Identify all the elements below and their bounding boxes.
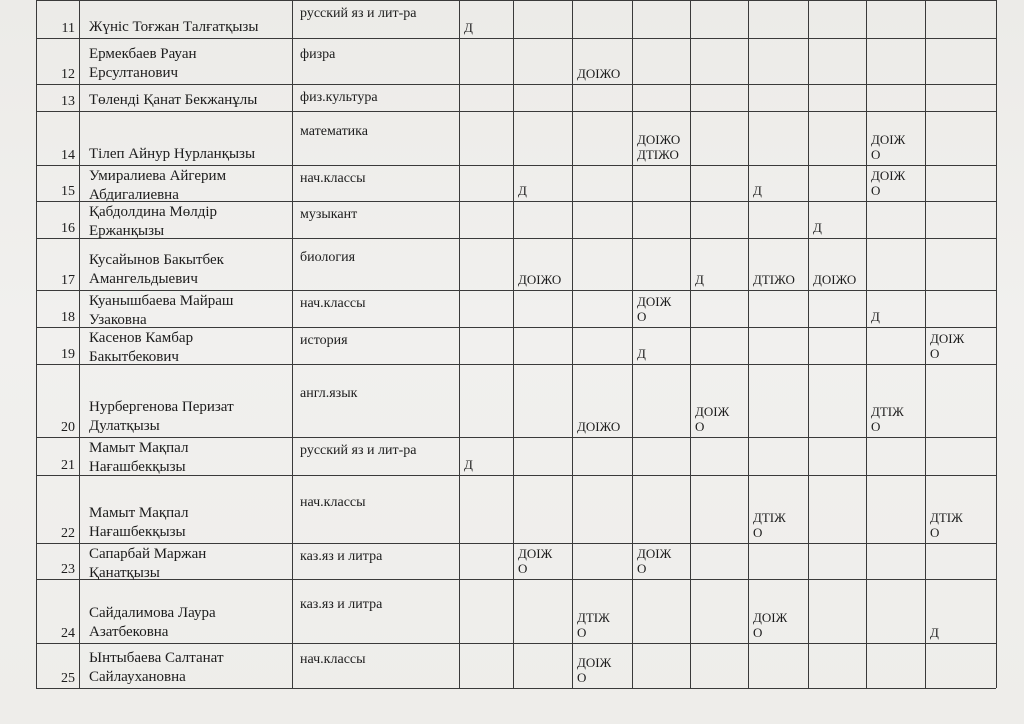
row-number: 13 (61, 94, 75, 109)
teacher-name: Сапарбай Маржан Қанатқызы (89, 546, 207, 581)
grid-row-line (36, 688, 996, 689)
row-number: 18 (61, 310, 75, 325)
attendance-mark: Д (871, 309, 880, 324)
attendance-mark: Д (753, 183, 762, 198)
attendance-mark: ДТІЖ О (871, 404, 904, 434)
subject: история (300, 333, 348, 348)
attendance-mark: ДОІЖ О (753, 610, 788, 640)
attendance-mark: ДТІЖО (753, 272, 795, 287)
attendance-mark: ДОІЖ О (871, 132, 906, 162)
row-number: 23 (61, 562, 75, 577)
grid-col-line (996, 0, 997, 688)
row-number: 22 (61, 526, 75, 541)
teacher-name: Ермекбаев Рауан Ерсултанович (89, 46, 197, 81)
grid-row-line (36, 0, 996, 1)
teacher-name: Мамыт Мақпал Нағашбекқызы (89, 505, 189, 540)
teacher-name: Тілеп Айнур Нурланқызы (89, 146, 256, 162)
subject: русский яз и лит-ра (300, 6, 417, 21)
subject: каз.яз и литра (300, 597, 383, 612)
teacher-name: Төленді Қанат Бекжанұлы (89, 92, 258, 108)
attendance-mark: ДТІЖ О (753, 510, 786, 540)
attendance-mark: ДОІЖ О (871, 168, 906, 198)
attendance-mark: ДОІЖ О (930, 331, 965, 361)
row-number: 12 (61, 67, 75, 82)
grid-row-line (36, 643, 996, 644)
attendance-mark: ДОІЖ О (518, 546, 553, 576)
grid-row-line (36, 290, 996, 291)
row-number: 21 (61, 458, 75, 473)
attendance-mark: ДТІЖ О (577, 610, 610, 640)
grid-col-line (292, 0, 293, 688)
attendance-mark: Д (464, 20, 473, 35)
grid-col-line (690, 0, 691, 688)
attendance-mark: ДОІЖО (577, 66, 621, 81)
subject: математика (300, 124, 368, 139)
teacher-name: Нурбергенова Перизат Дулатқызы (89, 399, 234, 434)
subject: нач.классы (300, 171, 366, 186)
attendance-mark: Д (637, 346, 646, 361)
grid-col-line (36, 0, 37, 688)
subject: русский яз и лит-ра (300, 443, 417, 458)
teacher-name: Куанышбаева Майраш Узаковна (89, 293, 234, 328)
grid-row-line (36, 38, 996, 39)
grid-col-line (748, 0, 749, 688)
row-number: 20 (61, 420, 75, 435)
attendance-mark: ДОІЖО ДТІЖО (637, 132, 681, 162)
attendance-mark: ДТІЖ О (930, 510, 963, 540)
attendance-mark: Д (813, 220, 822, 235)
subject: биология (300, 250, 356, 265)
attendance-mark: Д (695, 272, 704, 287)
teacher-name: Мамыт Мақпал Нағашбекқызы (89, 440, 189, 475)
teacher-name: Жүніс Тоғжан Талғатқызы (89, 19, 259, 35)
grid-col-line (459, 0, 460, 688)
teacher-name: Кусайынов Бакытбек Амангельдыевич (89, 252, 224, 287)
grid-col-line (866, 0, 867, 688)
grid-col-line (513, 0, 514, 688)
grid-col-line (925, 0, 926, 688)
attendance-mark: ДОІЖО (518, 272, 562, 287)
grid-col-line (808, 0, 809, 688)
teacher-name: Ынтыбаева Салтанат Сайлаухановна (89, 650, 224, 685)
grid-col-line (632, 0, 633, 688)
teacher-name: Сайдалимова Лаура Азатбековна (89, 605, 216, 640)
attendance-mark: ДОІЖ О (695, 404, 730, 434)
row-number: 16 (61, 221, 75, 236)
grid-row-line (36, 437, 996, 438)
subject: англ.язык (300, 386, 358, 401)
subject: музыкант (300, 207, 358, 222)
subject: физ.культура (300, 90, 378, 105)
attendance-mark: ДОІЖ О (637, 546, 672, 576)
subject: нач.классы (300, 651, 366, 667)
attendance-mark: ДОІЖ О (637, 294, 672, 324)
subject: каз.яз и литра (300, 549, 383, 564)
grid-row-line (36, 84, 996, 85)
grid-row-line (36, 165, 996, 166)
row-number: 19 (61, 347, 75, 362)
teacher-name: Касенов Камбар Бакытбекович (89, 330, 194, 365)
row-number: 15 (61, 184, 75, 199)
grid-col-line (572, 0, 573, 688)
subject: физра (300, 47, 336, 62)
attendance-mark: Д (930, 625, 939, 640)
subject: нач.классы (300, 495, 366, 510)
grid-row-line (36, 111, 996, 112)
row-number: 14 (61, 148, 75, 163)
attendance-mark: ДОІЖО (577, 419, 621, 434)
teacher-name: Қабдолдина Мөлдір Ержанқызы (89, 204, 218, 239)
attendance-mark: Д (464, 457, 473, 472)
row-number: 11 (61, 21, 75, 36)
attendance-mark: ДОІЖО (813, 272, 857, 287)
attendance-mark: Д (518, 183, 527, 198)
row-number: 24 (61, 626, 75, 641)
row-number: 17 (61, 273, 75, 288)
teacher-name: Умиралиева Айгерим Абдигалиевна (89, 168, 227, 203)
grid-col-line (79, 0, 80, 688)
row-number: 25 (61, 671, 75, 686)
grid-row-line (36, 543, 996, 544)
attendance-mark: ДОІЖ О (577, 655, 612, 685)
subject: нач.классы (300, 296, 366, 311)
